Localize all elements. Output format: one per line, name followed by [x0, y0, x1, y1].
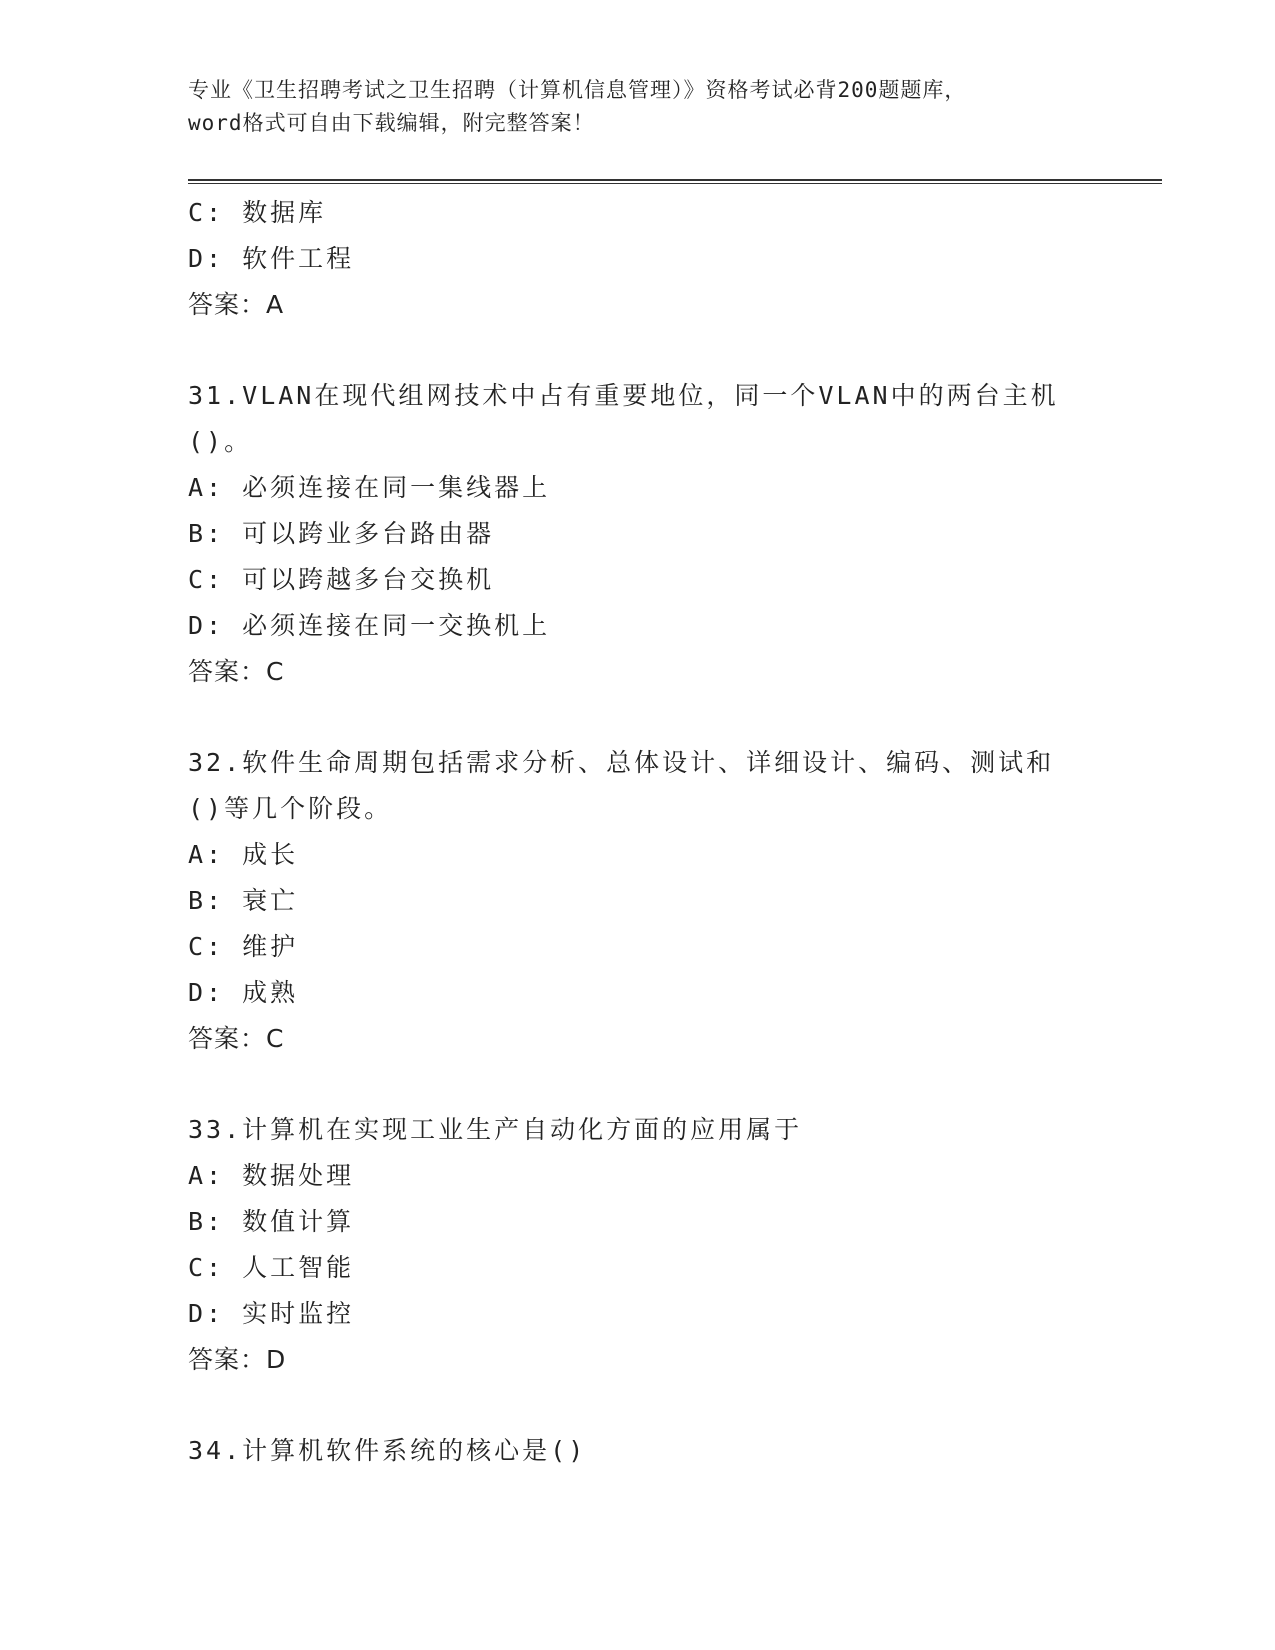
answer: 答案：C — [188, 657, 285, 686]
question-30-tail — [188, 190, 1088, 328]
option-d: D: 实时监控 — [188, 1299, 355, 1328]
spacer — [188, 1062, 1088, 1107]
question-33 — [188, 1107, 1088, 1383]
option-d: D: 软件工程 — [188, 244, 355, 273]
answer: 答案：C — [188, 1024, 285, 1053]
answer: 答案：D — [188, 1345, 287, 1374]
spacer — [188, 1383, 1088, 1428]
question-31 — [188, 373, 1088, 695]
question-text-cont: ()。 — [188, 427, 253, 456]
option-c: C: 数据库 — [188, 198, 327, 227]
option-b: B: 数值计算 — [188, 1207, 355, 1236]
header-line-2: word格式可自由下载编辑，附完整答案！ — [188, 111, 595, 135]
page-header — [188, 74, 1088, 140]
option-b: B: 可以跨业多台路由器 — [188, 519, 495, 548]
option-c: C: 人工智能 — [188, 1253, 355, 1282]
question-text: 33.计算机在实现工业生产自动化方面的应用属于 — [188, 1115, 803, 1144]
option-d: D: 必须连接在同一交换机上 — [188, 611, 551, 640]
answer: 答案：A — [188, 290, 285, 319]
option-c: C: 维护 — [188, 932, 299, 961]
option-a: A: 成长 — [188, 840, 299, 869]
question-34 — [188, 1428, 1088, 1474]
question-text-cont: ()等几个阶段。 — [188, 794, 393, 823]
header-divider — [188, 179, 1162, 181]
option-a: A: 必须连接在同一集线器上 — [188, 473, 551, 502]
question-list — [188, 190, 1088, 1474]
option-d: D: 成熟 — [188, 978, 299, 1007]
spacer — [188, 695, 1088, 740]
question-text: 31.VLAN在现代组网技术中占有重要地位，同一个VLAN中的两台主机 — [188, 381, 1059, 410]
option-c: C: 可以跨越多台交换机 — [188, 565, 495, 594]
option-a: A: 数据处理 — [188, 1161, 355, 1190]
header-line-1: 专业《卫生招聘考试之卫生招聘（计算机信息管理）》资格考试必背200题题库， — [188, 78, 967, 102]
option-b: B: 衰亡 — [188, 886, 299, 915]
spacer — [188, 328, 1088, 373]
question-text: 34.计算机软件系统的核心是() — [188, 1436, 587, 1465]
question-text: 32.软件生命周期包括需求分析、总体设计、详细设计、编码、测试和 — [188, 748, 1055, 777]
question-32 — [188, 740, 1088, 1062]
